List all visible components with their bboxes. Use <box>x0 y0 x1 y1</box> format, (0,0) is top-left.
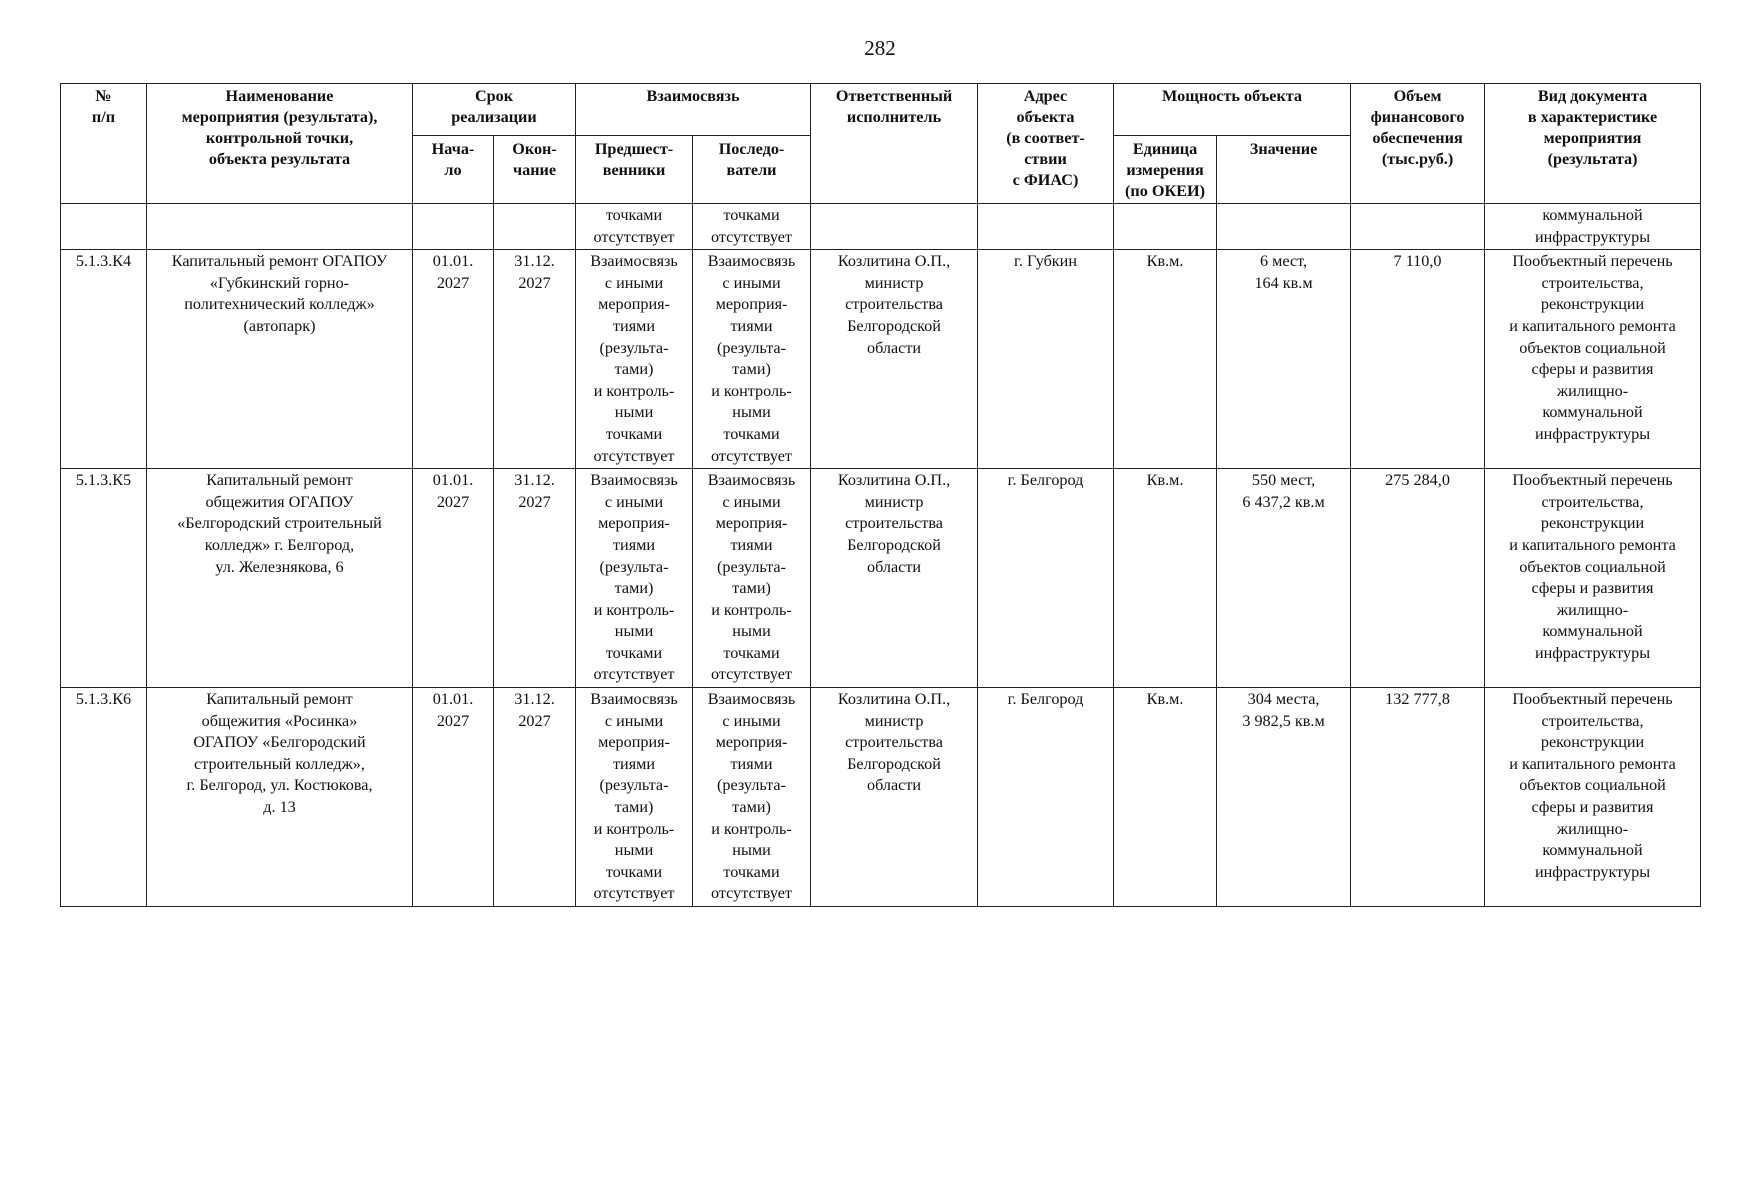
cell-unit: Кв.м. <box>1114 469 1217 688</box>
cell-value: 304 места, 3 982,5 кв.м <box>1217 688 1351 907</box>
cell-start: 01.01. 2027 <box>413 688 494 907</box>
cell-num <box>61 204 147 250</box>
cell-name <box>147 204 413 250</box>
cell-predecessors: Взаимосвязь с иными мероприя- тиями (результа- тами) и контроль- ными точками отсутствует <box>576 688 693 907</box>
header-funding: Объем финансового обеспечения (тыс.руб.) <box>1351 84 1485 204</box>
cell-funding: 7 110,0 <box>1351 250 1485 469</box>
header-name: Наименование мероприятия (результата), контрольной точки, объекта результата <box>147 84 413 204</box>
cell-funding: 132 777,8 <box>1351 688 1485 907</box>
cell-responsible: Козлитина О.П., министр строительства Белгородской области <box>811 688 978 907</box>
cell-successors: Взаимосвязь с иными мероприя- тиями (результа- тами) и контроль- ными точками отсутствует <box>693 250 811 469</box>
cell-address <box>978 204 1114 250</box>
header-start: Нача- ло <box>413 136 494 204</box>
cell-predecessors: Взаимосвязь с иными мероприя- тиями (результа- тами) и контроль- ными точками отсутствует <box>576 250 693 469</box>
cell-num: 5.1.3.К5 <box>61 469 147 688</box>
cell-responsible <box>811 204 978 250</box>
header-capacity: Мощность объекта <box>1114 84 1351 136</box>
cell-address: г. Белгород <box>978 469 1114 688</box>
cell-unit: Кв.м. <box>1114 250 1217 469</box>
cell-start <box>413 204 494 250</box>
cell-name: Капитальный ремонт общежития «Росинка» ОГАПОУ «Белгородский строительный колледж», г. Белгород, ул. Костюкова, д. 13 <box>147 688 413 907</box>
header-num: № п/п <box>61 84 147 204</box>
cell-start: 01.01. 2027 <box>413 469 494 688</box>
header-relation: Взаимосвязь <box>576 84 811 136</box>
cell-doc-type: коммунальной инфраструктуры <box>1485 204 1701 250</box>
cell-end: 31.12. 2027 <box>494 250 576 469</box>
cell-funding <box>1351 204 1485 250</box>
cell-address: г. Губкин <box>978 250 1114 469</box>
cell-successors: точками отсутствует <box>693 204 811 250</box>
cell-doc-type: Пообъектный перечень строительства, реконструкции и капитального ремонта объектов социальной сферы и развития жилищно- коммунальной инфраструктуры <box>1485 469 1701 688</box>
table-header <box>61 84 1701 204</box>
cell-end <box>494 204 576 250</box>
cell-value: 550 мест, 6 437,2 кв.м <box>1217 469 1351 688</box>
cell-predecessors: Взаимосвязь с иными мероприя- тиями (результа- тами) и контроль- ными точками отсутствует <box>576 469 693 688</box>
cell-end: 31.12. 2027 <box>494 688 576 907</box>
cell-end: 31.12. 2027 <box>494 469 576 688</box>
cell-value: 6 мест, 164 кв.м <box>1217 250 1351 469</box>
cell-predecessors: точками отсутствует <box>576 204 693 250</box>
cell-unit <box>1114 204 1217 250</box>
header-address: Адрес объекта (в соответ- ствии с ФИАС) <box>978 84 1114 204</box>
cell-start: 01.01. 2027 <box>413 250 494 469</box>
cell-name: Капитальный ремонт ОГАПОУ «Губкинский горно- политехнический колледж» (автопарк) <box>147 250 413 469</box>
header-end: Окон- чание <box>494 136 576 204</box>
cell-value <box>1217 204 1351 250</box>
cell-doc-type: Пообъектный перечень строительства, реконструкции и капитального ремонта объектов социальной сферы и развития жилищно- коммунальной инфраструктуры <box>1485 250 1701 469</box>
cell-funding: 275 284,0 <box>1351 469 1485 688</box>
cell-successors: Взаимосвязь с иными мероприя- тиями (результа- тами) и контроль- ными точками отсутствует <box>693 688 811 907</box>
cell-address: г. Белгород <box>978 688 1114 907</box>
cell-responsible: Козлитина О.П., министр строительства Белгородской области <box>811 469 978 688</box>
header-period: Срок реализации <box>413 84 576 136</box>
table-row <box>61 688 1701 907</box>
table-row <box>61 469 1701 688</box>
table-row <box>61 250 1701 469</box>
cell-num: 5.1.3.К6 <box>61 688 147 907</box>
cell-name: Капитальный ремонт общежития ОГАПОУ «Белгородский строительный колледж» г. Белгород, ул. Железнякова, 6 <box>147 469 413 688</box>
header-successors: Последо- ватели <box>693 136 811 204</box>
header-doc-type: Вид документа в характеристике мероприятия (результата) <box>1485 84 1701 204</box>
continuation-row <box>61 204 1701 250</box>
cell-num: 5.1.3.К4 <box>61 250 147 469</box>
header-responsible: Ответственный исполнитель <box>811 84 978 204</box>
cell-unit: Кв.м. <box>1114 688 1217 907</box>
header-unit: Единица измерения (по ОКЕИ) <box>1114 136 1217 204</box>
header-predecessors: Предшест- венники <box>576 136 693 204</box>
cell-responsible: Козлитина О.П., министр строительства Белгородской области <box>811 250 978 469</box>
activities-table <box>60 83 1701 907</box>
page-number: 282 <box>864 36 896 60</box>
cell-successors: Взаимосвязь с иными мероприя- тиями (результа- тами) и контроль- ными точками отсутствует <box>693 469 811 688</box>
header-value: Значение <box>1217 136 1351 204</box>
cell-doc-type: Пообъектный перечень строительства, реконструкции и капитального ремонта объектов социальной сферы и развития жилищно- коммунальной инфраструктуры <box>1485 688 1701 907</box>
